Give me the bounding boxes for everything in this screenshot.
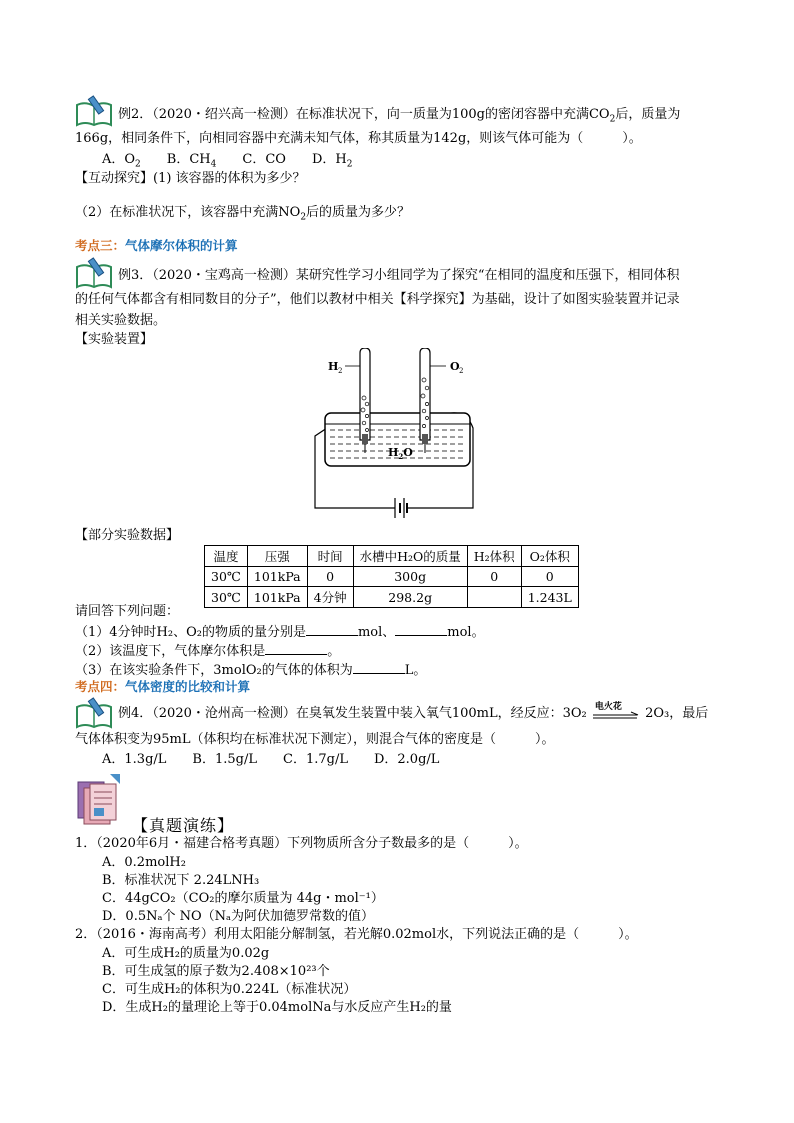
experiment-data-table — [204, 545, 579, 608]
table-row — [205, 567, 579, 587]
example3-line1: 例3．（2020・宝鸡高一检测）某研究性学习小组同学为了探究“在相同的温度和压强下，相同体积 — [118, 268, 680, 283]
book-pencil-icon — [75, 257, 113, 289]
table-cell: 30℃ — [205, 587, 248, 608]
svg-text:2: 2 — [459, 367, 464, 375]
exercise-papers-icon — [76, 772, 126, 827]
table-cell: 0 — [467, 567, 521, 587]
book-pencil-icon — [75, 697, 113, 729]
svg-text:2: 2 — [338, 367, 343, 375]
answer-q3: （3）在该实验条件下，3molO₂的气体的体积为 L。 — [75, 663, 427, 678]
example4-line2: 气体体积变为95mL（体积均在标准状况下测定），则混合气体的密度是（ ）。 — [75, 732, 555, 747]
table-header: 水槽中H₂O的质量 — [353, 546, 467, 567]
table-header-row — [205, 546, 579, 567]
table-cell — [467, 587, 521, 608]
example2-q2: （2）在标准状况下，该容器中充满$NO_2$后的质量为多少？ — [75, 205, 411, 223]
table-cell: 4分钟 — [307, 587, 353, 608]
table-header: 温度 — [205, 546, 248, 567]
problem1-stem: 1．（2020年6月・福建合格考真题）下列物质所含分子数最多的是（ ）。 — [75, 836, 528, 851]
example4-options: A．1.3g/L B．1.5g/L C．1.7g/L D．2.0g/L — [102, 752, 440, 767]
h2o-label: $H_2O$ — [388, 446, 413, 461]
example2-line1: 例2．（2020・绍兴高一检测）在标准状况下，向一质量为100g的密闭容器中充满$CO_2$后，质量为 — [118, 107, 681, 125]
answer-intro: 请回答下列问题： — [75, 604, 180, 619]
bufen-shiyan-shuju-label: 【部分实验数据】 — [75, 528, 180, 543]
problem2-option-d: D．生成H₂的量理论上等于0.04molNa与水反应产生H₂的量 — [102, 1000, 452, 1015]
table-header: 时间 — [307, 546, 353, 567]
table-cell: 101kPa — [247, 567, 307, 587]
problem2-option-c: C．可生成H₂的体积为0.224L（标准状况） — [102, 982, 357, 997]
answer-blank[interactable] — [353, 661, 405, 674]
answer-q1: （1）4分钟时H₂、O₂的物质的量分别是 mol、 mol。 — [75, 625, 485, 640]
table-cell: 300g — [353, 567, 467, 587]
problem2-option-a: A．可生成H₂的质量为0.02g — [102, 946, 270, 961]
table-cell: 0 — [307, 567, 353, 587]
table-cell: 101kPa — [247, 587, 307, 608]
shiyan-zhuangzhi-label: 【实验装置】 — [75, 332, 154, 347]
problem1-option-d: D．0.5Nₐ个 NO（Nₐ为阿伏加德罗常数的值） — [102, 909, 375, 924]
kaodian-4-heading: 考点四：气体密度的比较和计算 — [75, 679, 251, 694]
problem1-option-a: A．0.2molH₂ — [102, 855, 186, 870]
o2-label: O — [450, 360, 460, 373]
answer-q2: （2）该温度下，气体摩尔体积是 。 — [75, 644, 341, 659]
example2-options: A．$O_2$ B．$CH_4$ C．CO D．$H_2$ — [102, 152, 353, 170]
answer-blank[interactable] — [306, 623, 358, 636]
problem1-option-c: C．44gCO₂（CO₂的摩尔质量为 44g・mol⁻¹） — [102, 891, 384, 906]
table-cell: 1.243L — [521, 587, 578, 608]
table-cell: 30℃ — [205, 567, 248, 587]
problem2-option-b: B．可生成氢的原子数为2.408×10²³个 — [102, 964, 330, 979]
zhenti-yanlian-heading: 【真题演练】 — [132, 816, 235, 835]
problem1-option-b: B．标准状况下 2.24LNH₃ — [102, 873, 260, 888]
table-header: O₂体积 — [521, 546, 578, 567]
electrolysis-apparatus-diagram — [310, 348, 490, 528]
example4-line1: 例4．（2020・沧州高一检测）在臭氧发生装置中装入氧气100mL，经反应：3O₂ 电火花 2O₃，最后 — [118, 701, 709, 721]
example3-line3: 相关实验数据。 — [75, 313, 167, 328]
problem2-stem: 2．（2016・海南高考）利用太阳能分解制氢，若光解0.02mol水，下列说法正确的是（ ）。 — [75, 927, 638, 942]
example2-line2: 166g，相同条件下，向相同容器中充满未知气体，称其质量为142g，则该气体可能为（ ）。 — [75, 131, 642, 146]
reaction-arrow: 电火花 — [591, 707, 641, 721]
answer-blank[interactable] — [395, 623, 447, 636]
example3-line2: 的任何气体都含有相同数目的分子”，他们以教材中相关【科学探究】为基础，设计了如图实验装置并记录 — [75, 292, 680, 307]
table-cell: 0 — [521, 567, 578, 587]
hudong-tanjiu: 【互动探究】(1) 该容器的体积为多少？ — [75, 171, 306, 186]
book-pencil-icon — [75, 95, 113, 127]
table-header: 压强 — [247, 546, 307, 567]
table-cell: 298.2g — [353, 587, 467, 608]
h2-label: H — [328, 360, 339, 373]
table-row — [205, 587, 579, 608]
kaodian-3-heading: 考点三：气体摩尔体积的计算 — [75, 238, 238, 253]
table-header: H₂体积 — [467, 546, 521, 567]
answer-blank[interactable] — [265, 642, 327, 655]
